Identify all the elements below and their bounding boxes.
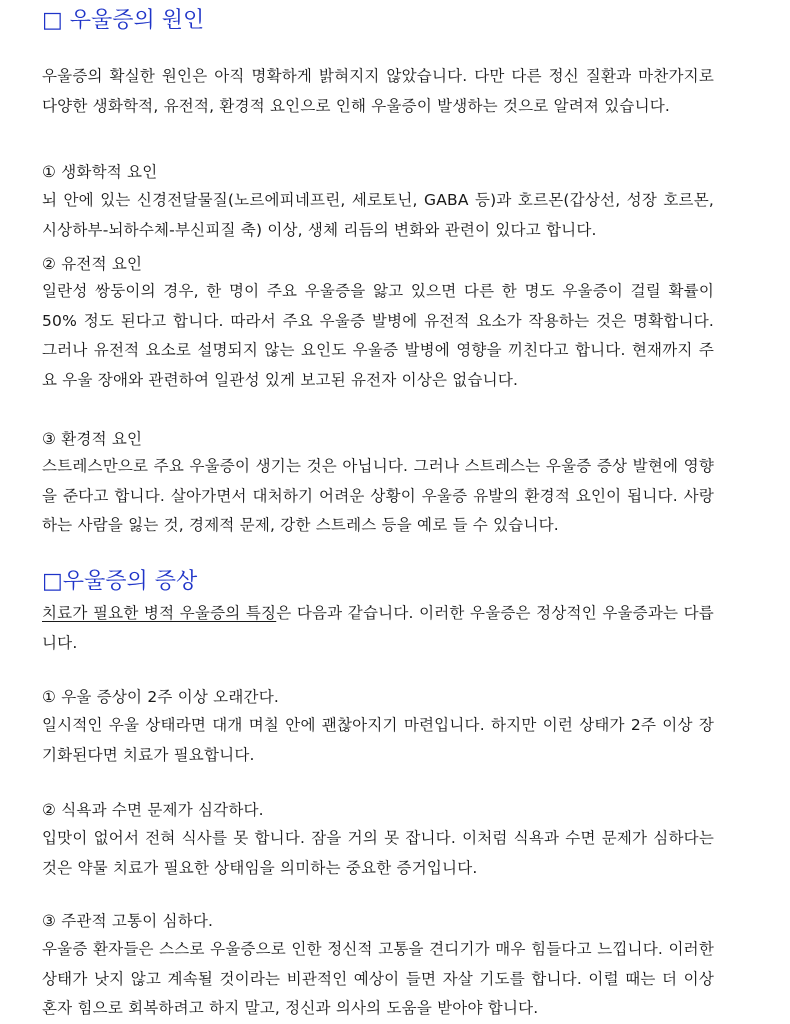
- symptom-appetite-sleep-title: ② 식욕과 수면 문제가 심각하다.: [42, 801, 264, 819]
- symptom-duration-body: 일시적인 우울 상태라면 대개 며칠 안에 괜찮아지기 마련입니다. 하지만 이런 상태가 2주 이상 장기화된다면 치료가 필요합니다.: [42, 716, 714, 764]
- symptoms-intro-underlined: 치료가 필요한 병적 우울증의 특징: [42, 604, 277, 622]
- symptoms-intro-rest: 은 다음과 같습니다. 이러한 우울증은 정상적인 우울증과는 다릅니다.: [42, 604, 714, 652]
- symptom-duration-title: ① 우울 증상이 2주 이상 오래간다.: [42, 688, 279, 706]
- factor-biochemical-body: 뇌 안에 있는 신경전달물질(노르에피네프린, 세로토닌, GABA 등)과 호르몬(갑상선, 성장 호르몬, 시상하부-뇌하수체-부신피질 축) 이상, 생체 리듬의 변화와 관련이 있다고 합니다.: [42, 191, 714, 239]
- symptom-appetite-sleep-body: 입맛이 없어서 전혀 식사를 못 합니다. 잠을 거의 못 잡니다. 이처럼 식욕과 수면 문제가 심하다는 것은 약물 치료가 필요한 상태임을 의미하는 중요한 증거입니다.: [42, 829, 714, 877]
- symptom-subjective-pain-title: ③ 주관적 고통이 심하다.: [42, 912, 214, 930]
- symptoms-intro-paragraph: [42, 599, 714, 658]
- factor-genetic-body: 일란성 쌍둥이의 경우, 한 명이 주요 우울증을 앓고 있으면 다른 한 명도 우울증이 걸릴 확률이 50% 정도 된다고 합니다. 따라서 주요 우울증 발병에 유전적 요소가 작용하는 것은 명확합니다. 그러나 유전적 요소로 설명되지 않는 요인도 우울증 발병에 영향을 끼친다고 합니다. 현재까지 주요 우울 장애와 관련하여 일관성 있게 보고된 유전자 이상은 없습니다.: [42, 282, 714, 389]
- factor-biochemical-title: ① 생화학적 요인: [42, 163, 158, 181]
- factor-environmental-title: ③ 환경적 요인: [42, 430, 143, 448]
- section-heading-causes: □ 우울증의 원인: [42, 8, 205, 33]
- factor-environmental-body: 스트레스만으로 주요 우울증이 생기는 것은 아닙니다. 그러나 스트레스는 우울증 증상 발현에 영향을 준다고 합니다. 살아가면서 대처하기 어려운 상황이 우울증 유발의 환경적 요인이 됩니다. 사랑하는 사람을 잃는 것, 경제적 문제, 강한 스트레스 등을 예로 들 수 있습니다.: [42, 457, 714, 534]
- causes-intro-paragraph: 우울증의 확실한 원인은 아직 명확하게 밝혀지지 않았습니다. 다만 다른 정신 질환과 마찬가지로 다양한 생화학적, 유전적, 환경적 요인으로 인해 우울증이 발생하는 것으로 알려져 있습니다.: [42, 67, 714, 115]
- section-heading-symptoms: □우울증의 증상: [42, 569, 198, 594]
- symptom-subjective-pain-body: 우울증 환자들은 스스로 우울증으로 인한 정신적 고통을 견디기가 매우 힘들다고 느낍니다. 이러한 상태가 낫지 않고 계속될 것이라는 비관적인 예상이 들면 자살 기도를 합니다. 이럴 때는 더 이상 혼자 힘으로 회복하려고 하지 말고, 정신과 의사의 도움을 받아야 합니다.: [42, 940, 714, 1017]
- factor-genetic-title: ② 유전적 요인: [42, 255, 143, 273]
